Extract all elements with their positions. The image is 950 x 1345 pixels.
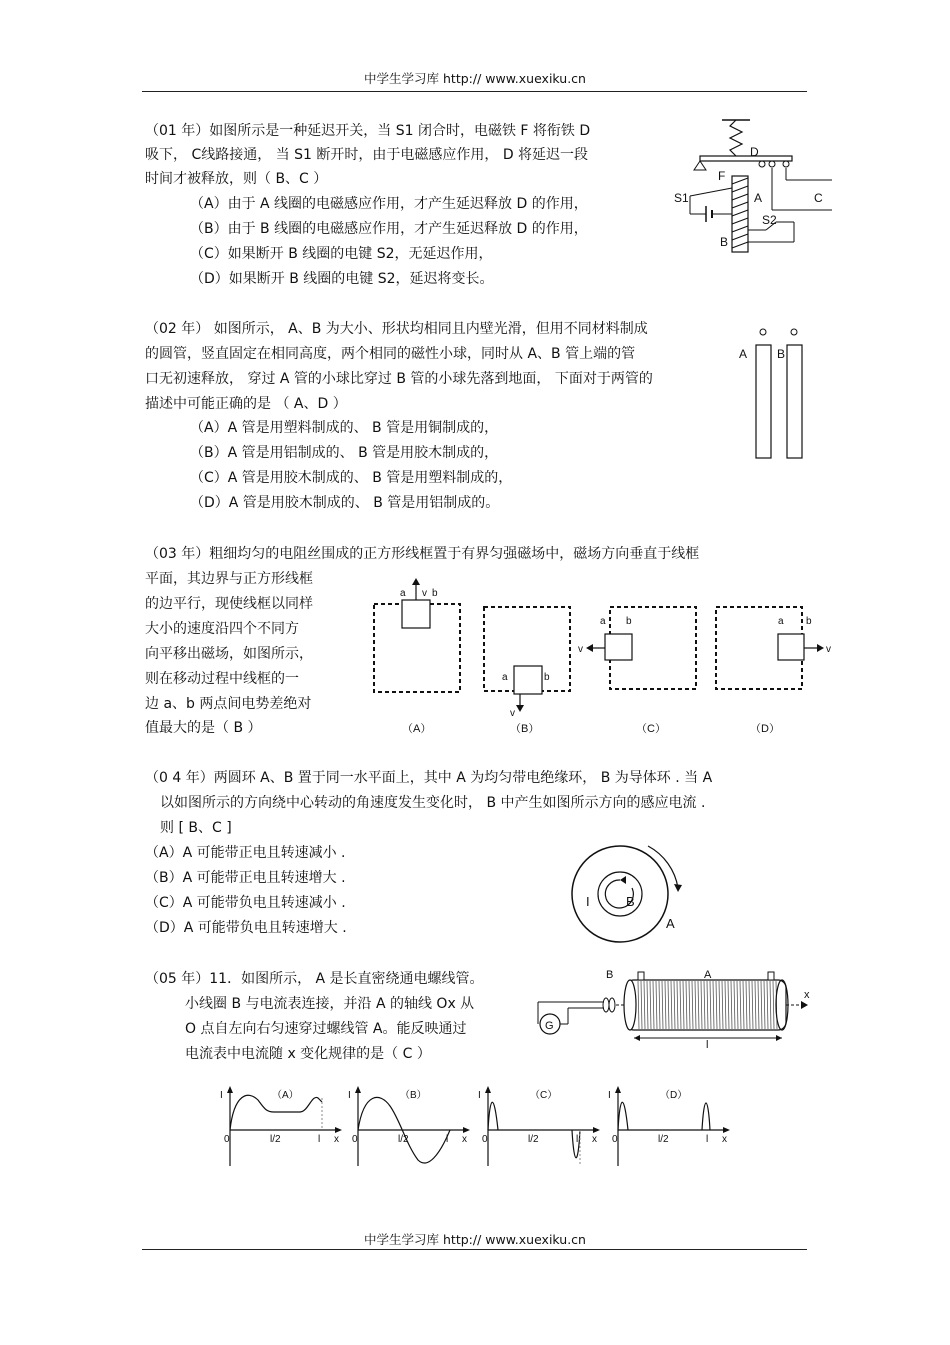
q2-option-c: （C）A 管是用胶木制成的、 B 管是用塑料制成的， xyxy=(190,470,513,486)
q5-graph-d-half: l/2 xyxy=(658,1134,669,1145)
q1-option-c: （C）如果断开 B 线圈的电键 S2，无延迟作用， xyxy=(190,246,493,262)
q5-graph-b xyxy=(348,1086,470,1166)
q2-label-a: A xyxy=(739,347,748,361)
q4-option-c: （C）A 可能带负电且转速减小 . xyxy=(145,895,346,911)
q4-option-d: （D）A 可能带负电且转速增大 . xyxy=(145,920,347,936)
q3-label-c: （C） xyxy=(636,723,666,735)
q2-line-2: 的圆管，竖直固定在相同高度，两个相同的磁性小球，同时从 A、B 管上端的管 xyxy=(145,346,636,362)
q2-label-b: B xyxy=(777,347,786,361)
q1-label-c: C xyxy=(814,191,823,205)
q5-line-1: （05 年）11．如图所示， A 是长直密绕通电螺线管。 xyxy=(145,971,484,987)
q5-graph-a-x: x xyxy=(334,1134,339,1145)
q2-option-d: （D）A 管是用胶木制成的、 B 管是用铝制成的。 xyxy=(190,495,500,511)
footer-rule xyxy=(142,1249,807,1250)
q5-label-a: A xyxy=(704,969,712,981)
q3-a-pt-b: b xyxy=(432,588,438,599)
q5-graph-d-x: x xyxy=(722,1134,727,1145)
q1-line-1: （01 年）如图所示是一种延迟开关，当 S1 闭合时，电磁铁 F 将衔铁 D xyxy=(145,123,591,139)
q1-option-d: （D）如果断开 B 线圈的电键 S2，延迟将变长。 xyxy=(190,271,494,287)
q1-line-2: 吸下， C线路接通， 当 S1 断开时，由于电磁感应作用， D 将延迟一段 xyxy=(145,147,589,163)
q3-square-frames-figure xyxy=(360,576,840,740)
q5-graph-c xyxy=(478,1086,600,1166)
q4-line-3: 则 [ B、C ] xyxy=(160,820,232,836)
q2-line-1: （02 年） 如图所示， A、B 为大小、形状均相同且内壁光滑，但用不同材料制成 xyxy=(145,321,648,337)
q5-graphs xyxy=(218,1084,738,1170)
q1-label-f: F xyxy=(718,169,726,183)
q5-graph-c-o: 0 xyxy=(482,1134,488,1145)
q5-graph-a-l: l xyxy=(318,1134,321,1145)
q4-two-rings-figure xyxy=(570,838,700,948)
q5-graph-b-i: I xyxy=(348,1090,351,1101)
q4-option-a: （A）A 可能带正电且转速减小 . xyxy=(145,845,346,861)
q3-a-pt-a: a xyxy=(400,588,406,599)
q1-label-s2: S2 xyxy=(762,213,777,227)
q1-label-d: D xyxy=(750,145,759,159)
q5-line-2: 小线圈 B 与电流表连接，并沿 A 的轴线 Ox 从 xyxy=(185,996,475,1012)
q5-graph-c-i: I xyxy=(478,1090,481,1101)
q2-option-a: （A）A 管是用塑料制成的、 B 管是用铜制成的， xyxy=(190,420,499,436)
q4-line-1: （0 4 年）两圆环 A、B 置于同一水平面上，其中 A 为均匀带电绝缘环， B 为导体环 . 当 A xyxy=(145,770,713,786)
q3-left-line-2: 的边平行，现使线框以同样 xyxy=(145,596,313,612)
q3-d-vel: v xyxy=(826,644,831,655)
q3-left-line-7: 值最大的是（ B ） xyxy=(145,720,262,736)
q3-left-line-1: 平面，其边界与正方形线框 xyxy=(145,571,313,587)
q3-a-vel: v xyxy=(422,588,427,599)
q4-label-a: A xyxy=(666,916,675,931)
q2-option-b: （B）A 管是用铝制成的、 B 管是用胶木制成的， xyxy=(190,445,499,461)
q3-c-vel: v xyxy=(578,644,583,655)
q5-graph-b-o: 0 xyxy=(352,1134,358,1145)
q5-graph-c-label: （C） xyxy=(530,1090,558,1101)
q3-c-pt-b: b xyxy=(626,616,632,627)
q5-label-g: G xyxy=(545,1020,554,1032)
q1-delay-switch-figure xyxy=(670,118,840,258)
q5-graph-b-half: l/2 xyxy=(398,1134,409,1145)
q5-graph-a-i: I xyxy=(220,1090,223,1101)
q5-line-3: O 点自左向右匀速穿过螺线管 A。能反映通过 xyxy=(185,1021,467,1037)
q5-label-b: B xyxy=(606,969,614,981)
q2-line-4: 描述中可能正确的是 （ A、D ） xyxy=(145,396,347,412)
q3-label-b: （B） xyxy=(510,723,540,735)
q4-label-b: B xyxy=(626,894,635,909)
q3-line-1: （03 年）粗细均匀的电阻丝围成的正方形线框置于有界匀强磁场中，磁场方向垂直于线框 xyxy=(145,546,700,562)
q5-graph-a-half: l/2 xyxy=(270,1134,281,1145)
q5-line-4: 电流表中电流随 x 变化规律的是（ C ） xyxy=(185,1046,431,1062)
q2-two-tubes-figure xyxy=(735,326,815,462)
q5-graph-d-l: l xyxy=(706,1134,709,1145)
q5-label-x: x xyxy=(804,989,810,1001)
q1-option-b: （B）由于 B 线圈的电磁感应作用，才产生延迟释放 D 的作用， xyxy=(190,221,588,237)
q3-d-pt-a: a xyxy=(778,616,784,627)
q5-solenoid-figure xyxy=(534,964,824,1050)
q3-left-line-4: 向平移出磁场，如图所示， xyxy=(145,646,313,662)
q2-line-3: 口无初速释放， 穿过 A 管的小球比穿过 B 管的小球先落到地面， 下面对于两管的 xyxy=(145,371,653,387)
q3-label-a: （A） xyxy=(402,723,432,735)
q5-graph-b-label: （B） xyxy=(400,1090,427,1101)
q3-c-pt-a: a xyxy=(600,616,606,627)
q3-b-pt-b: b xyxy=(544,672,550,683)
q3-left-line-6: 边 a、b 两点间电势差绝对 xyxy=(145,696,312,712)
q3-left-line-3: 大小的速度沿四个不同方 xyxy=(145,621,299,637)
q5-graph-c-x: x xyxy=(592,1134,597,1145)
q5-graph-d-label: （D） xyxy=(660,1090,688,1101)
q5-graph-d-o: 0 xyxy=(612,1134,618,1145)
q5-graph-c-l: l xyxy=(576,1134,579,1145)
q1-label-a: A xyxy=(754,191,763,205)
q1-label-s1: S1 xyxy=(674,191,689,205)
q5-graph-d-i: I xyxy=(608,1090,611,1101)
q3-d-pt-b: b xyxy=(806,616,812,627)
q3-b-vel: v xyxy=(510,708,515,719)
header-rule xyxy=(142,91,807,92)
q4-line-2: 以如图所示的方向绕中心转动的角速度发生变化时， B 中产生如图所示方向的感应电流 . xyxy=(160,795,706,811)
q5-graph-a xyxy=(220,1086,342,1166)
q5-graph-d xyxy=(608,1086,730,1166)
q5-graph-a-label: （A） xyxy=(272,1090,299,1101)
page-footer: 中学生学习库 http:// www.xuexiku.cn xyxy=(364,1232,586,1247)
q1-label-b: B xyxy=(720,235,729,249)
q4-option-b: （B）A 可能带正电且转速增大 . xyxy=(145,870,346,886)
page-header: 中学生学习库 http:// www.xuexiku.cn xyxy=(364,71,586,86)
q5-graph-b-l: l xyxy=(446,1134,449,1145)
q5-graph-b-x: x xyxy=(462,1134,467,1145)
q3-left-line-5: 则在移动过程中线框的一 xyxy=(145,671,299,687)
q5-label-l: l xyxy=(706,1039,709,1051)
q5-graph-a-o: 0 xyxy=(224,1134,230,1145)
q1-option-a: （A）由于 A 线圈的电磁感应作用，才产生延迟释放 D 的作用， xyxy=(190,196,588,212)
q3-label-d: （D） xyxy=(750,723,780,735)
q1-line-3: 时间才被释放，则（ B、C ） xyxy=(145,171,328,187)
q4-label-i: I xyxy=(586,894,590,909)
q5-graph-c-half: l/2 xyxy=(528,1134,539,1145)
q3-b-pt-a: a xyxy=(502,672,508,683)
